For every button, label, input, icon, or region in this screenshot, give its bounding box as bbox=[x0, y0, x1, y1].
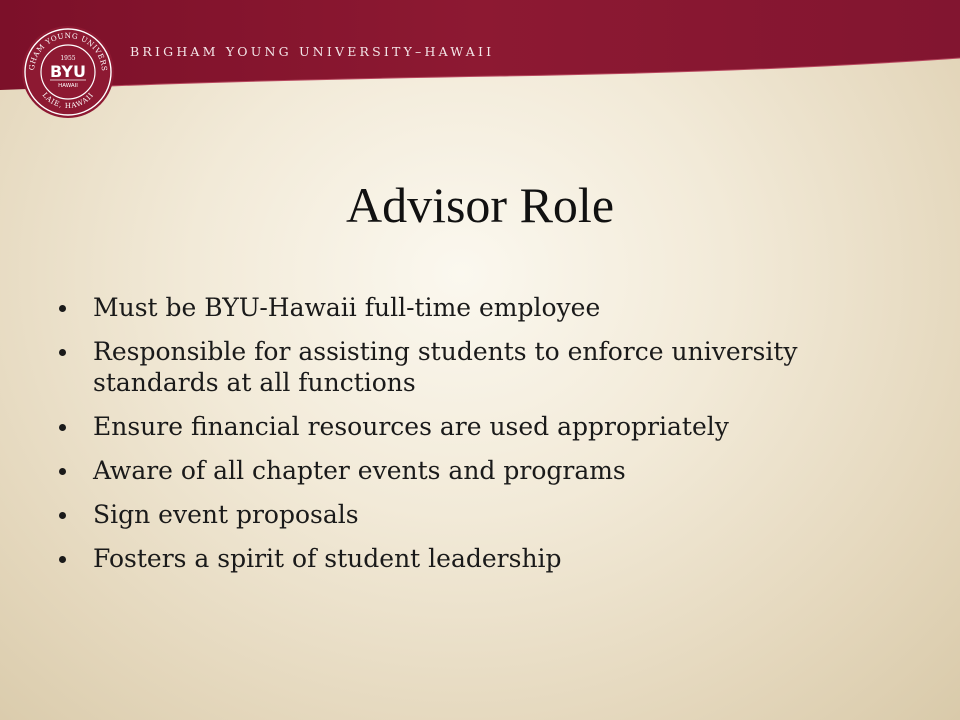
university-seal bbox=[20, 24, 116, 120]
bullet-icon bbox=[59, 424, 66, 431]
slide-title: Advisor Role bbox=[345, 177, 615, 233]
bullet-text: Aware of all chapter events and programs bbox=[93, 456, 626, 485]
institution-banner: BRIGHAM YOUNG UNIVERSITY–HAWAII bbox=[130, 44, 495, 59]
seal-year: 1955 bbox=[60, 55, 76, 62]
bullet-text: Responsible for assisting students to enforce university standards at all functions bbox=[93, 337, 798, 397]
bullet-list bbox=[55, 292, 915, 587]
bullet-item bbox=[55, 411, 915, 442]
bullet-item bbox=[55, 336, 915, 398]
seal-icon bbox=[20, 24, 116, 120]
header-band bbox=[0, 0, 960, 110]
seal-ring-text-bottom: LAIE, HAWAII bbox=[40, 91, 96, 111]
bullet-text: Must be BYU-Hawaii full-time employee bbox=[93, 293, 601, 322]
bullet-icon bbox=[59, 512, 66, 519]
bullet-icon bbox=[59, 349, 66, 356]
bullet-icon bbox=[59, 468, 66, 475]
seal-sub-text: HAWAII bbox=[58, 83, 78, 89]
bullet-text: Ensure financial resources are used appropriately bbox=[93, 412, 729, 441]
bullet-item bbox=[55, 499, 915, 530]
bullet-item bbox=[55, 455, 915, 486]
bullet-item bbox=[55, 543, 915, 574]
bullet-icon bbox=[59, 556, 66, 563]
seal-center-text: BYU bbox=[50, 62, 86, 81]
bullet-text: Fosters a spirit of student leadership bbox=[93, 544, 562, 573]
bullet-icon bbox=[59, 305, 66, 312]
bullet-text: Sign event proposals bbox=[93, 500, 359, 529]
seal-ring-text-top: GHAM YOUNG UNIVERS bbox=[26, 31, 110, 72]
bullet-item bbox=[55, 292, 915, 323]
